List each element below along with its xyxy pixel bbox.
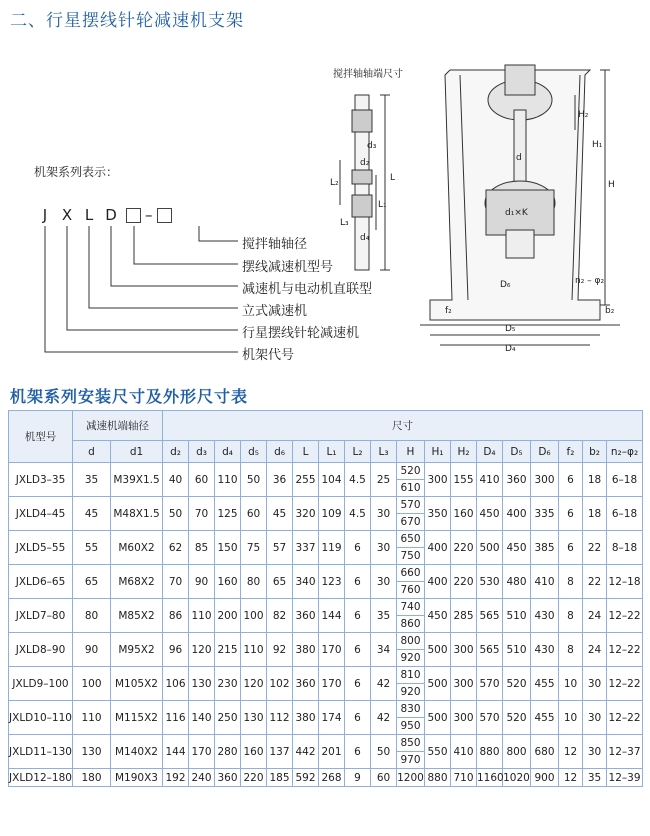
table-cell: 30	[371, 531, 397, 565]
table-cell: 42	[371, 701, 397, 735]
table-cell: 268	[319, 769, 345, 787]
table-cell: 8	[559, 599, 583, 633]
dim-d4: d₄	[360, 233, 370, 243]
cell-h-value: 750	[397, 547, 424, 564]
dim-L: L	[390, 173, 396, 183]
table-cell: 80	[73, 599, 111, 633]
dimension-table-wrap	[8, 410, 642, 787]
column-header: L	[293, 441, 319, 463]
table-cell: 380	[293, 633, 319, 667]
dim-f2: f₂	[445, 306, 452, 316]
table-cell: 4.5	[345, 497, 371, 531]
table-cell: 112	[267, 701, 293, 735]
table-cell: 10	[559, 701, 583, 735]
dim-H2: H₂	[578, 110, 589, 120]
table-cell: 92	[267, 633, 293, 667]
table-cell: 6	[345, 531, 371, 565]
cell-h-value: 610	[397, 479, 424, 496]
table-cell: 880	[477, 735, 503, 769]
table-row	[9, 701, 643, 735]
table-row	[9, 599, 643, 633]
table-cell: 1020	[503, 769, 531, 787]
column-header: d₃	[189, 441, 215, 463]
table-cell: 360	[293, 667, 319, 701]
dim-n2: n₂ – φ₂	[575, 276, 605, 286]
table-cell: 480	[503, 565, 531, 599]
table-cell: 6	[559, 497, 583, 531]
table-cell: 565	[477, 599, 503, 633]
table-cell	[397, 531, 425, 565]
table-cell: M85X2	[111, 599, 163, 633]
table-cell: 12–37	[607, 735, 643, 769]
table-cell: 500	[425, 667, 451, 701]
table-cell: 335	[531, 497, 559, 531]
column-header: b₂	[583, 441, 607, 463]
table-cell: 510	[503, 633, 531, 667]
table-cell: 174	[319, 701, 345, 735]
table-cell: 385	[531, 531, 559, 565]
table-cell: 110	[73, 701, 111, 735]
table-cell: 100	[241, 599, 267, 633]
table-cell: 380	[293, 701, 319, 735]
table-cell: 50	[241, 463, 267, 497]
table-cell	[397, 633, 425, 667]
table-cell: 410	[531, 565, 559, 599]
table-cell: 30	[371, 497, 397, 531]
cell-h-value: 800	[400, 635, 421, 647]
column-header: D₆	[531, 441, 559, 463]
table-cell: 680	[531, 735, 559, 769]
table-cell: 22	[583, 531, 607, 565]
table-cell: 12–39	[607, 769, 643, 787]
cell-h-value: 970	[397, 751, 424, 768]
table-cell: 50	[163, 497, 189, 531]
table-cell: 880	[425, 769, 451, 787]
table-cell: 60	[371, 769, 397, 787]
table-cell: 9	[345, 769, 371, 787]
cell-h-value: 810	[400, 669, 421, 681]
table-cell: 450	[503, 531, 531, 565]
legend-direct-coupled: 减速机与电动机直联型	[242, 282, 373, 297]
table-cell: 8–18	[607, 531, 643, 565]
stir-shaft-label: 搅拌轴轴端尺寸	[333, 69, 403, 80]
table-row	[9, 633, 643, 667]
table-cell: 25	[371, 463, 397, 497]
table-cell: 30	[583, 667, 607, 701]
cell-h-value: 950	[397, 717, 424, 734]
legend-frame-code: 机架代号	[242, 348, 295, 363]
column-header: L₂	[345, 441, 371, 463]
table-cell: 710	[451, 769, 477, 787]
table-cell: 30	[583, 701, 607, 735]
table-cell: 185	[267, 769, 293, 787]
table-cell: 520	[503, 667, 531, 701]
table-cell: M190X3	[111, 769, 163, 787]
header-size: 尺寸	[163, 411, 643, 441]
cell-h-value: 920	[397, 683, 424, 700]
table-cell: 360	[293, 599, 319, 633]
table-cell: 119	[319, 531, 345, 565]
table-cell: 565	[477, 633, 503, 667]
dim-d2: d₂	[360, 158, 370, 168]
table-cell: 180	[73, 769, 111, 787]
table-cell: 280	[215, 735, 241, 769]
table-cell: 430	[531, 599, 559, 633]
table-cell: 140	[189, 701, 215, 735]
series-label: 机架系列表示：	[34, 165, 119, 179]
table-cell: 12–22	[607, 667, 643, 701]
dim-D4: D₄	[505, 344, 516, 354]
table-cell: M105X2	[111, 667, 163, 701]
table-cell: 450	[477, 497, 503, 531]
table-cell: 400	[425, 565, 451, 599]
code-dash: –	[145, 206, 153, 224]
cell-h-value: 740	[400, 601, 421, 613]
legend-cycloid-model: 摆线减速机型号	[242, 260, 334, 275]
table-cell: 45	[73, 497, 111, 531]
table-cell: 75	[241, 531, 267, 565]
table-cell: 240	[189, 769, 215, 787]
table-cell: 170	[189, 735, 215, 769]
table-cell: 45	[267, 497, 293, 531]
column-header: d	[73, 441, 111, 463]
table-cell: 57	[267, 531, 293, 565]
table-cell: 35	[583, 769, 607, 787]
table-cell: 18	[583, 497, 607, 531]
table-cell: M48X1.5	[111, 497, 163, 531]
table-cell	[397, 735, 425, 769]
table-cell	[397, 701, 425, 735]
table-cell: 110	[189, 599, 215, 633]
table-cell	[397, 565, 425, 599]
table-cell: 96	[163, 633, 189, 667]
dim-D6: D₆	[500, 280, 511, 290]
code-letter-x: X	[61, 206, 73, 224]
table-cell: 110	[241, 633, 267, 667]
table-cell: 120	[189, 633, 215, 667]
table-cell: 10	[559, 667, 583, 701]
table-cell: 70	[189, 497, 215, 531]
table-cell: 60	[241, 497, 267, 531]
table-row	[9, 565, 643, 599]
table-cell: 400	[503, 497, 531, 531]
table-row	[9, 497, 643, 531]
table-cell: 12	[559, 769, 583, 787]
table-cell: 570	[477, 701, 503, 735]
table-cell: 24	[583, 633, 607, 667]
dim-H1: H₁	[592, 140, 603, 150]
table-cell: 8	[559, 565, 583, 599]
cell-model: JXLD8–90	[9, 633, 73, 667]
table-cell: 1160	[477, 769, 503, 787]
table-cell: 6	[345, 735, 371, 769]
dim-H: H	[608, 180, 615, 190]
table-cell: 455	[531, 701, 559, 735]
table-cell: M60X2	[111, 531, 163, 565]
table-cell: 42	[371, 667, 397, 701]
column-header: f₂	[559, 441, 583, 463]
table-cell	[397, 769, 425, 787]
cell-model: JXLD3–35	[9, 463, 73, 497]
table-cell: 160	[451, 497, 477, 531]
table-cell: 100	[73, 667, 111, 701]
cell-h-value: 660	[400, 567, 421, 579]
table-cell: 160	[215, 565, 241, 599]
table-cell: 90	[189, 565, 215, 599]
cell-h-value: 760	[397, 581, 424, 598]
code-letter-l: L	[84, 206, 94, 224]
column-header: H₂	[451, 441, 477, 463]
table-cell: 170	[319, 633, 345, 667]
table-cell: 120	[241, 667, 267, 701]
table-cell: 144	[163, 735, 189, 769]
table-cell: 410	[477, 463, 503, 497]
table-cell: 60	[189, 463, 215, 497]
table-cell: 285	[451, 599, 477, 633]
table-cell: 35	[371, 599, 397, 633]
code-letter-d: D	[105, 206, 117, 224]
table-cell: 65	[267, 565, 293, 599]
table-cell: 12	[559, 735, 583, 769]
table-cell: 24	[583, 599, 607, 633]
table-cell: 130	[241, 701, 267, 735]
legend-stir-shaft: 搅拌轴轴径	[242, 237, 308, 252]
header-reducer: 减速机端轴径	[73, 411, 163, 441]
dim-D5: D₅	[505, 324, 516, 334]
table-cell: 6–18	[607, 463, 643, 497]
table-cell: 34	[371, 633, 397, 667]
table-row	[9, 735, 643, 769]
legend-planetary: 行星摆线针轮减速机	[242, 326, 360, 341]
table-cell: 350	[425, 497, 451, 531]
table-row	[9, 463, 643, 497]
table-cell: 70	[163, 565, 189, 599]
page-title: 二、行星摆线针轮减速机支架	[10, 11, 244, 31]
table-cell: 510	[503, 599, 531, 633]
cell-model: JXLD9–100	[9, 667, 73, 701]
table-cell: 8	[559, 633, 583, 667]
table-cell: 35	[73, 463, 111, 497]
table-cell: 116	[163, 701, 189, 735]
column-header: d₄	[215, 441, 241, 463]
column-header: D₄	[477, 441, 503, 463]
table-cell: 6	[345, 565, 371, 599]
table-cell: M140X2	[111, 735, 163, 769]
table-cell: 30	[583, 735, 607, 769]
header-model: 机型号	[9, 411, 73, 463]
table-cell: M115X2	[111, 701, 163, 735]
table-cell: 450	[425, 599, 451, 633]
table-cell: 62	[163, 531, 189, 565]
table-cell: 102	[267, 667, 293, 701]
table-cell	[397, 667, 425, 701]
cell-h-value: 670	[397, 513, 424, 530]
table-cell: 201	[319, 735, 345, 769]
table-cell: 360	[215, 769, 241, 787]
table-cell: 400	[425, 531, 451, 565]
table-cell: 300	[531, 463, 559, 497]
table-cell: 6	[559, 463, 583, 497]
dim-d: d	[516, 153, 522, 163]
table-cell: 570	[477, 667, 503, 701]
table-cell: 82	[267, 599, 293, 633]
table-cell: 125	[215, 497, 241, 531]
table-cell: 300	[451, 701, 477, 735]
table-cell: 300	[425, 463, 451, 497]
table-cell: 65	[73, 565, 111, 599]
table-cell: 80	[241, 565, 267, 599]
dimension-table	[8, 410, 643, 787]
table-cell: 230	[215, 667, 241, 701]
table-cell: 109	[319, 497, 345, 531]
table-cell: 220	[241, 769, 267, 787]
table-cell: 160	[241, 735, 267, 769]
table-cell: 144	[319, 599, 345, 633]
table-cell: 12–22	[607, 701, 643, 735]
table-cell: 337	[293, 531, 319, 565]
table-cell: 130	[189, 667, 215, 701]
table-cell: 6	[345, 633, 371, 667]
table-cell: 6	[345, 667, 371, 701]
column-header: H	[397, 441, 425, 463]
table-title: 机架系列安装尺寸及外形尺寸表	[10, 387, 249, 406]
table-cell: 320	[293, 497, 319, 531]
column-header: L₃	[371, 441, 397, 463]
table-cell: 455	[531, 667, 559, 701]
table-cell: 192	[163, 769, 189, 787]
cell-h-value: 650	[400, 533, 421, 545]
cell-model: JXLD11–130	[9, 735, 73, 769]
cell-h-value: 1200	[397, 771, 424, 784]
table-cell: 6	[559, 531, 583, 565]
cell-h-value: 570	[400, 499, 421, 511]
table-cell	[397, 599, 425, 633]
table-cell: 592	[293, 769, 319, 787]
table-cell: 123	[319, 565, 345, 599]
table-cell: 130	[73, 735, 111, 769]
table-cell: 55	[73, 531, 111, 565]
table-cell: M39X1.5	[111, 463, 163, 497]
cell-h-value: 850	[400, 737, 421, 749]
table-cell: 500	[425, 633, 451, 667]
table-cell: 430	[531, 633, 559, 667]
cell-h-value: 830	[400, 703, 421, 715]
dim-L2: L₂	[330, 178, 339, 188]
table-cell: 12–22	[607, 599, 643, 633]
column-header: n₂–φ₂	[607, 441, 643, 463]
table-cell: 200	[215, 599, 241, 633]
table-cell: 150	[215, 531, 241, 565]
cell-model: JXLD7–80	[9, 599, 73, 633]
table-cell: 500	[477, 531, 503, 565]
column-header: d₅	[241, 441, 267, 463]
table-cell: 220	[451, 531, 477, 565]
cell-model: JXLD4–45	[9, 497, 73, 531]
table-cell: 170	[319, 667, 345, 701]
table-cell: 300	[451, 667, 477, 701]
table-cell: 30	[371, 565, 397, 599]
table-cell: 800	[503, 735, 531, 769]
table-cell: 360	[503, 463, 531, 497]
dim-b2: b₂	[605, 306, 615, 316]
table-cell: 12–18	[607, 565, 643, 599]
column-header: H₁	[425, 441, 451, 463]
table-cell: 110	[215, 463, 241, 497]
table-cell: 137	[267, 735, 293, 769]
dim-L1: L₁	[378, 200, 387, 210]
table-cell: 40	[163, 463, 189, 497]
table-cell: 18	[583, 463, 607, 497]
table-cell: 220	[451, 565, 477, 599]
table-cell: 85	[189, 531, 215, 565]
table-cell: 900	[531, 769, 559, 787]
dim-d3: d₃	[367, 141, 377, 151]
table-cell: 86	[163, 599, 189, 633]
table-cell	[397, 463, 425, 497]
table-cell: 520	[503, 701, 531, 735]
cell-model: JXLD5–55	[9, 531, 73, 565]
column-header: D₅	[503, 441, 531, 463]
table-cell: 104	[319, 463, 345, 497]
dim-d1: d₁×K	[505, 208, 528, 218]
table-cell: 106	[163, 667, 189, 701]
table-cell: 4.5	[345, 463, 371, 497]
cell-model: JXLD10–110	[9, 701, 73, 735]
table-cell: 215	[215, 633, 241, 667]
table-cell: 550	[425, 735, 451, 769]
table-cell: 300	[451, 633, 477, 667]
table-cell: 6–18	[607, 497, 643, 531]
table-cell: 6	[345, 701, 371, 735]
dim-L3: L₃	[340, 218, 349, 228]
table-cell: 255	[293, 463, 319, 497]
cell-model: JXLD6–65	[9, 565, 73, 599]
table-cell: M68X2	[111, 565, 163, 599]
cell-h-value: 520	[400, 465, 421, 477]
column-header: L₁	[319, 441, 345, 463]
table-cell: M95X2	[111, 633, 163, 667]
table-row	[9, 531, 643, 565]
table-cell: 340	[293, 565, 319, 599]
table-cell: 410	[451, 735, 477, 769]
table-cell: 500	[425, 701, 451, 735]
column-header: d1	[111, 441, 163, 463]
legend-vertical: 立式减速机	[242, 304, 308, 319]
table-cell: 36	[267, 463, 293, 497]
table-cell: 155	[451, 463, 477, 497]
table-cell: 22	[583, 565, 607, 599]
frame-technical-drawing	[300, 55, 640, 385]
cell-model: JXLD12–180	[9, 769, 73, 787]
table-cell	[397, 497, 425, 531]
cell-h-value: 920	[397, 649, 424, 666]
table-cell: 6	[345, 599, 371, 633]
table-cell: 530	[477, 565, 503, 599]
column-header: d₆	[267, 441, 293, 463]
table-cell: 12–22	[607, 633, 643, 667]
table-row	[9, 769, 643, 787]
table-cell: 90	[73, 633, 111, 667]
table-cell: 50	[371, 735, 397, 769]
table-cell: 442	[293, 735, 319, 769]
code-letter-j: J	[42, 206, 48, 224]
column-header: d₂	[163, 441, 189, 463]
table-cell: 250	[215, 701, 241, 735]
cell-h-value: 860	[397, 615, 424, 632]
table-row	[9, 667, 643, 701]
